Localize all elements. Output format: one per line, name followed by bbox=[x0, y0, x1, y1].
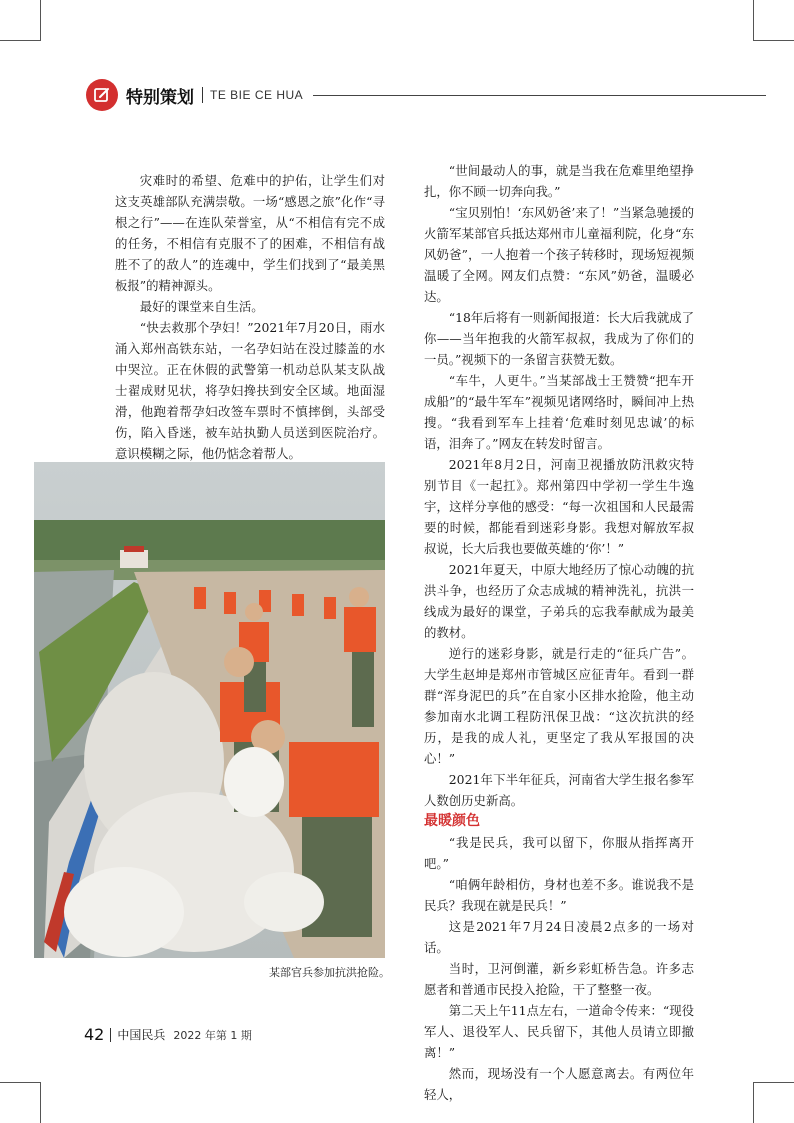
body-paragraph: 逆行的迷彩身影，就是行走的“征兵广告”。大学生赵坤是郑州市管城区应征青年。看到一群群“浑身泥巴的兵”在自家小区排水抢险，他主动参加南水北调工程防汛保卫战：“这次抗洪的经历，是我的成人礼，更坚定了我从军报国的决心！” bbox=[424, 646, 694, 766]
issue-label: 2022 年第 1 期 bbox=[173, 1028, 252, 1042]
body-paragraph: “咱俩年龄相仿，身材也差不多。谁说我不是民兵？我现在就是民兵！” bbox=[424, 877, 694, 913]
header-divider bbox=[202, 87, 203, 103]
body-paragraph: “宝贝别怕！‘东风奶爸’来了！”当紧急驰援的火箭军某部官兵抵达郑州市儿童福利院，化身“东风奶爸”，一人抱着一个孩子转移时，现场短视频温暖了全网。网友们点赞：“东风”奶爸，温暖必达。 bbox=[424, 205, 694, 304]
crop-mark-top-left bbox=[0, 0, 41, 41]
right-column bbox=[424, 160, 694, 1105]
section-subtitle: TE BIE CE HUA bbox=[210, 88, 304, 102]
body-paragraph: 2021年下半年征兵，河南省大学生报名参军人数创历史新高。 bbox=[424, 772, 694, 808]
body-paragraph: 这是2021年7月24日凌晨2点多的一场对话。 bbox=[424, 919, 694, 955]
page-number: 42 bbox=[84, 1025, 105, 1044]
footer-divider bbox=[110, 1028, 111, 1042]
section-heading: 最暖颜色 bbox=[424, 813, 480, 829]
left-column bbox=[115, 170, 385, 464]
body-paragraph: 灾难时的希望、危难中的护佑，让学生们对这支英雄部队充满崇敬。一场“感恩之旅”化作“寻根之行”——在连队荣誉室，从“不相信有完不成的任务，不相信有克服不了的困难，不相信有战胜不了的敌人”的连魂中，学生们找到了“最美黑板报”的精神源头。 bbox=[115, 173, 385, 293]
body-paragraph: 第二天上午11点左右，一道命令传来：“现役军人、退役军人、民兵留下，其他人员请立即撤离！” bbox=[424, 1003, 694, 1060]
header-rule bbox=[313, 95, 766, 96]
crop-mark-bottom-left bbox=[0, 1082, 41, 1123]
section-title: 特别策划 bbox=[126, 87, 194, 108]
flood-rescue-photo bbox=[34, 462, 385, 958]
page-footer bbox=[84, 1025, 252, 1044]
page-header bbox=[86, 78, 766, 112]
body-paragraph: 2021年夏天，中原大地经历了惊心动魄的抗洪斗争，也经历了众志成城的精神洗礼，抗洪一线成为最好的课堂，子弟兵的忘我奉献成为最美的教材。 bbox=[424, 562, 694, 640]
photo-caption: 某部官兵参加抗洪抢险。 bbox=[269, 966, 390, 979]
body-paragraph: “我是民兵，我可以留下，你服从指挥离开吧。” bbox=[424, 835, 694, 871]
body-paragraph: 然而，现场没有一个人愿意离去。有两位年轻人， bbox=[424, 1066, 694, 1102]
body-paragraph: 最好的课堂来自生活。 bbox=[139, 299, 264, 314]
body-paragraph: “18年后将有一则新闻报道：长大后我就成了你——当年抱我的火箭军叔叔，我成为了你们的一员。”视频下的一条留言获赞无数。 bbox=[424, 310, 694, 367]
magazine-name: 中国民兵 bbox=[117, 1028, 166, 1042]
edit-icon bbox=[86, 79, 118, 111]
body-paragraph: 2021年8月2日，河南卫视播放防汛救灾特别节目《一起扛》。郑州第四中学初一学生牛逸宇，这样分享他的感受：“每一次祖国和人民最需要的时候，都能看到迷彩身影。我想对解放军叔叔说，长大后我也要做英雄的‘你’！” bbox=[424, 457, 694, 556]
body-paragraph: “车牛，人更牛。”当某部战士王赞赞“把车开成船”的“最牛军车”视频见诸网络时，瞬间冲上热搜。“我看到军车上挂着‘危难时刻见忠诚’的标语，泪奔了。”网友在转发时留言。 bbox=[424, 373, 694, 451]
body-paragraph: “世间最动人的事，就是当我在危难里绝望挣扎，你不顾一切奔向我。” bbox=[424, 163, 694, 199]
body-paragraph: 当时，卫河倒灌，新乡彩虹桥告急。许多志愿者和普通市民投入抢险，干了整整一夜。 bbox=[424, 961, 694, 997]
body-paragraph: “快去救那个孕妇！”2021年7月20日，雨水涌入郑州高铁东站，一名孕妇站在没过膝盖的水中哭泣。正在休假的武警第一机动总队某支队战士翟成财见状，将孕妇搀扶到安全区域。地面湿滑，他跑着帮孕妇改签车票时不慎摔倒，头部受伤，陷入昏迷，被车站执勤人员送到医院治疗。意识模糊之际，他仍惦念着帮人。 bbox=[115, 320, 385, 461]
crop-mark-top-right bbox=[753, 0, 794, 41]
crop-mark-bottom-right bbox=[753, 1082, 794, 1123]
